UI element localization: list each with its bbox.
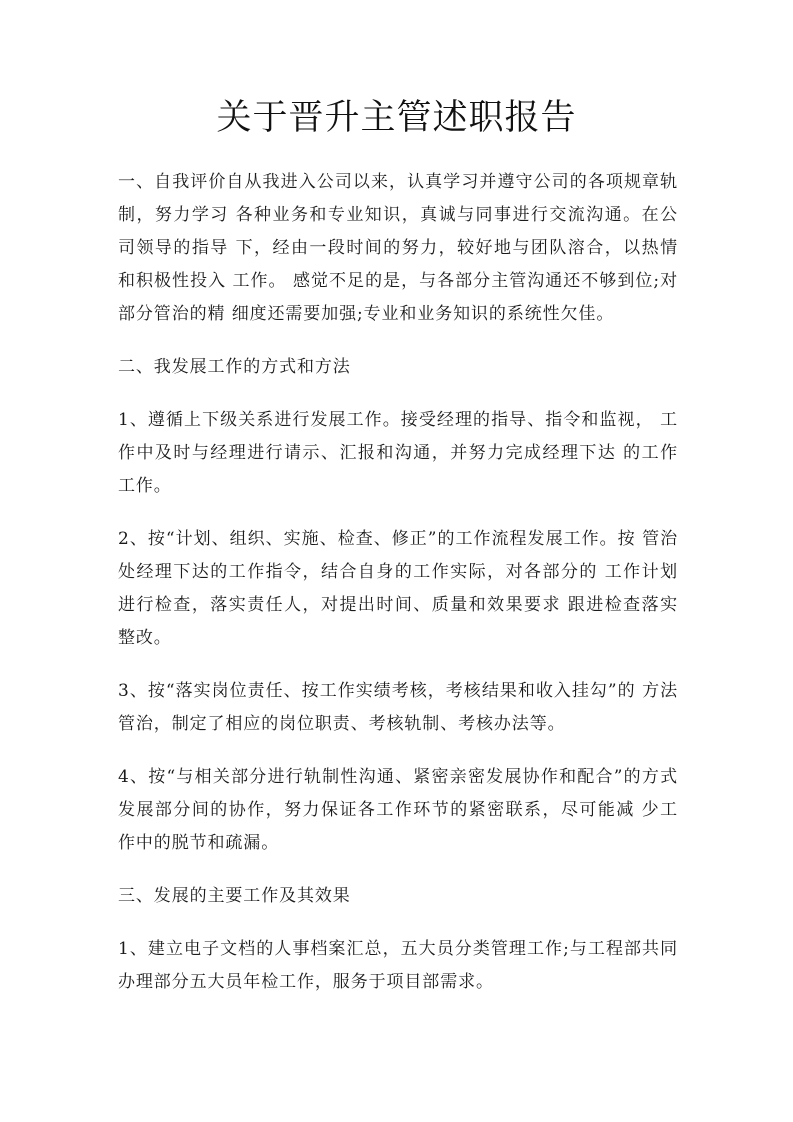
document-body	[118, 166, 678, 1019]
paragraph-main-work-1: 1、建立电子文档的人事档案汇总，五大员分类管理工作;与工程部共同办理部分五大员年检工作，服务于项目部需求。	[118, 939, 678, 992]
document-title: 关于晋升主管述职报告	[216, 98, 577, 138]
paragraph-self-evaluation: 一、自我评价自从我进入公司以来，认真学习并遵守公司的各项规章轨制，努力学习 各种业务和专业知识，真诚与同事进行交流沟通。在公司领导的指导 下，经由一段时间的努力，较好地与团队溶合，以热情和积极性投入 工作。 感觉不足的是，与各部分主管沟通还不够到位;对部分管治的精 细度还需要加强;专业和业务知识的系统性欠佳。	[118, 172, 678, 324]
paragraph-method-4: 4、按“与相关部分进行轨制性沟通、紧密亲密发展协作和配合”的方式发展部分间的协作，努力保证各工作环节的紧密联系，尽可能减 少工作中的脱节和疏漏。	[118, 767, 678, 853]
paragraph-method-2: 2、按“计划、组织、实施、检查、修正”的工作流程发展工作。按 管治处经理下达的工作指令，结合自身的工作实际，对各部分的 工作计划进行检查，落实责任人，对提出时间、质量和效果要求 跟进检查落实整改。	[118, 529, 678, 648]
section-heading-methods: 二、我发展工作的方式和方法	[118, 357, 351, 377]
section-heading-main-work: 三、发展的主要工作及其效果	[118, 886, 351, 906]
paragraph-method-3: 3、按“落实岗位责任、按工作实绩考核，考核结果和收入挂勾”的 方法管治，制定了相应的岗位职责、考核轨制、考核办法等。	[118, 681, 678, 734]
paragraph-method-1: 1、遵循上下级关系进行发展工作。接受经理的指导、指令和监视， 工作中及时与经理进行请示、汇报和沟通，并努力完成经理下达 的工作工作。	[118, 410, 678, 496]
